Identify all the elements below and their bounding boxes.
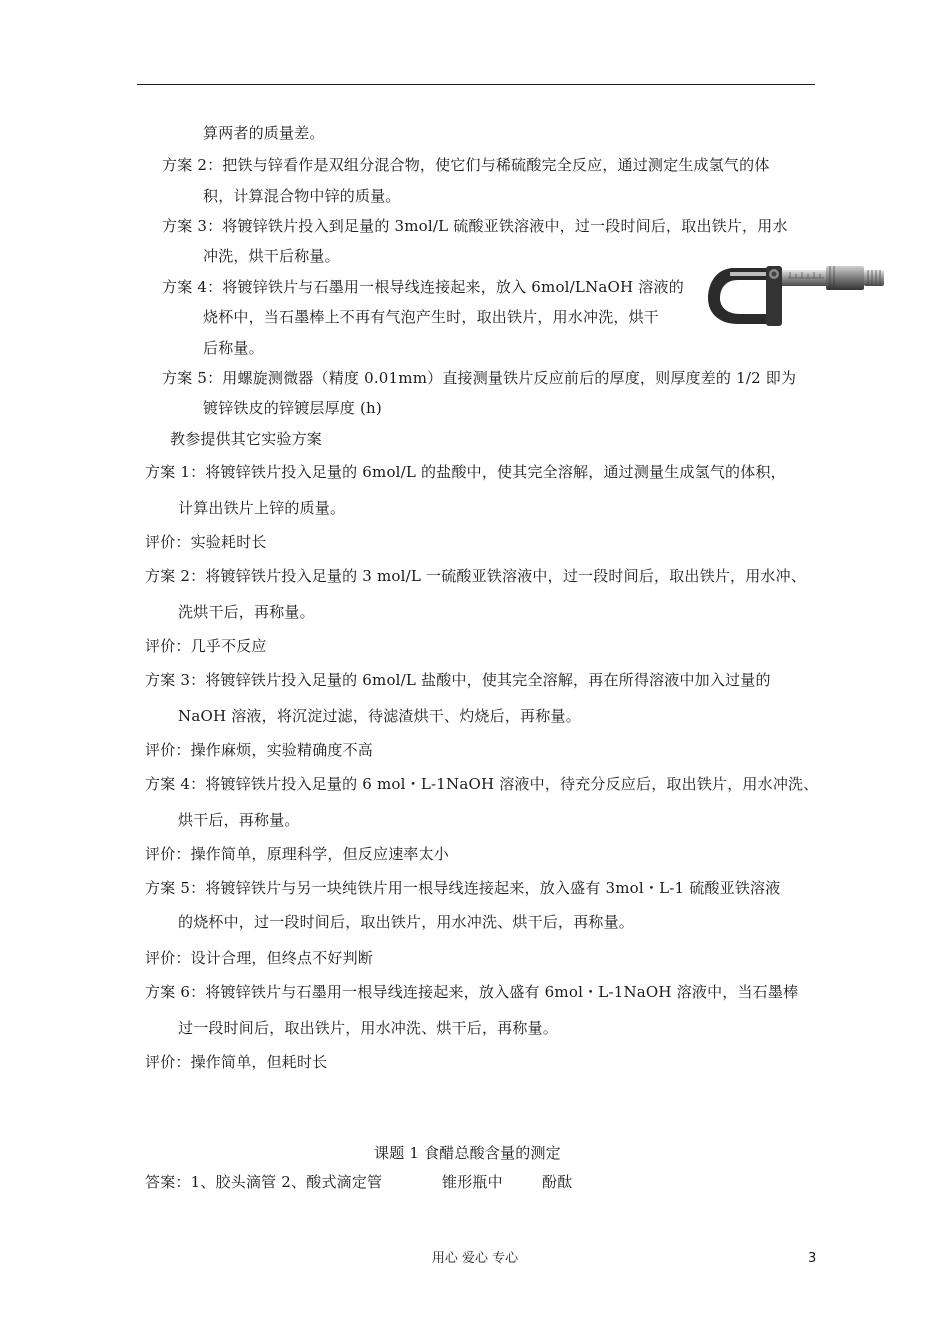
plan2-line2: 积，计算混合物中锌的质量。 <box>203 187 401 205</box>
page-number: 3 <box>808 1251 817 1266</box>
teacher-plan1-line2: 计算出铁片上锌的质量。 <box>178 499 346 517</box>
evaluation-6: 评价：操作简单，但耗时长 <box>145 1053 328 1071</box>
teacher-plan4-line1: 方案 4：将镀锌铁片投入足量的 6 mol・L-1NaOH 溶液中，待充分反应后，取出铁片，用水冲洗、 <box>145 775 819 793</box>
teacher-plan5-line1: 方案 5：将镀锌铁片与另一块纯铁片用一根导线连接起来，放入盛有 3mol・L-1 硫酸亚铁溶液 <box>145 879 781 897</box>
plan5-line2: 镀锌铁皮的锌镀层厚度 (h) <box>203 399 382 417</box>
teacher-plan3-line2: NaOH 溶液，将沉淀过滤，待滤渣烘干、灼烧后，再称量。 <box>178 707 581 725</box>
evaluation-5: 评价：设计合理，但终点不好判断 <box>145 949 374 967</box>
answer-line: 答案：1、胶头滴管 2、酸式滴定管 <box>145 1173 383 1191</box>
plan2-line1: 方案 2：把铁与锌看作是双组分混合物，使它们与稀硫酸完全反应，通过测定生成氢气的体 <box>162 156 770 174</box>
answer-item-3: 酚酞 <box>542 1173 573 1191</box>
teacher-plan4-line2: 烘干后，再称量。 <box>178 811 300 829</box>
footer-motto: 用心 爱心 专心 <box>431 1251 519 1266</box>
plan5-line1: 方案 5：用螺旋测微器（精度 0.01mm）直接测量铁片反应前后的厚度，则厚度差的 1/2 即为 <box>162 369 797 387</box>
teacher-plan6-line1: 方案 6：将镀锌铁片与石墨用一根导线连接起来，放入盛有 6mol・L-1NaOH 溶液中，当石墨棒 <box>145 983 799 1001</box>
teacher-heading: 教参提供其它实验方案 <box>170 430 323 448</box>
header-rule <box>137 84 815 85</box>
teacher-plan2-line2: 洗烘干后，再称量。 <box>178 603 315 621</box>
plan1-continuation: 算两者的质量差。 <box>203 124 325 142</box>
plan4-line1: 方案 4：将镀锌铁片与石墨用一根导线连接起来，放入 6mol/LNaOH 溶液的 <box>162 278 684 296</box>
micrometer-icon <box>704 258 888 328</box>
evaluation-1: 评价：实验耗时长 <box>145 533 267 551</box>
evaluation-2: 评价：几乎不反应 <box>145 637 267 655</box>
teacher-plan6-line2: 过一段时间后，取出铁片，用水冲洗、烘干后，再称量。 <box>178 1019 559 1037</box>
teacher-plan2-line1: 方案 2：将镀锌铁片投入足量的 3 mol/L 一硫酸亚铁溶液中，过一段时间后，取出铁片，用水冲、 <box>145 567 807 585</box>
teacher-plan1-line1: 方案 1：将镀锌铁片投入足量的 6mol/L 的盐酸中，使其完全溶解，通过测量生成氢气的体积， <box>145 463 786 481</box>
teacher-plan3-line1: 方案 3：将镀锌铁片投入足量的 6mol/L 盐酸中，使其完全溶解，再在所得溶液中加入过量的 <box>145 671 771 689</box>
plan4-line3: 后称量。 <box>203 339 264 357</box>
plan4-line2: 烧杯中，当石墨棒上不再有气泡产生时，取出铁片，用水冲洗，烘干 <box>203 308 660 326</box>
teacher-plan5-line2: 的烧杯中，过一段时间后，取出铁片，用水冲洗、烘干后，再称量。 <box>178 913 635 931</box>
evaluation-3: 评价：操作麻烦，实验精确度不高 <box>145 741 374 759</box>
answer-item-2: 锥形瓶中 <box>442 1173 503 1191</box>
plan3-line1: 方案 3：将镀锌铁片投入到足量的 3mol/L 硫酸亚铁溶液中，过一段时间后，取出铁片，用水 <box>162 217 788 235</box>
plan3-line2: 冲洗，烘干后称量。 <box>203 247 340 265</box>
topic-title: 课题 1 食醋总酸含量的测定 <box>374 1144 561 1162</box>
evaluation-4: 评价：操作简单，原理科学，但反应速率太小 <box>145 845 450 863</box>
